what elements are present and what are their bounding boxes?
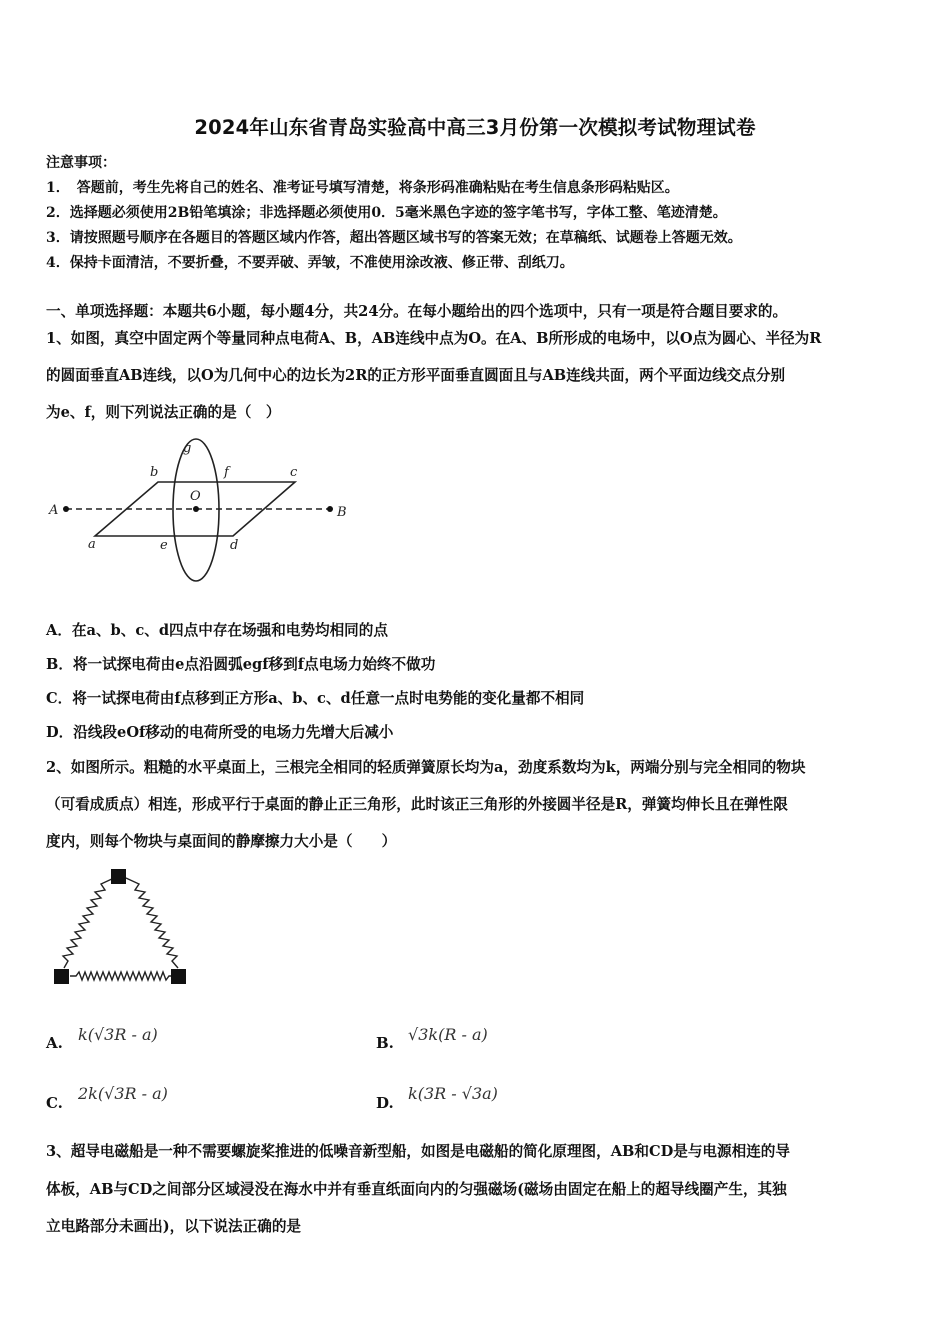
question-2-figure: [48, 864, 198, 994]
label-c: c: [290, 465, 298, 480]
spring-right: [126, 878, 178, 968]
label-e: e: [160, 538, 168, 553]
spring-bottom: [70, 972, 176, 980]
block-left: [54, 969, 69, 984]
question-1-option-b: B．将一试探电荷由e点沿圆弧egf移到f点电场力始终不做功: [46, 656, 436, 673]
question-2-line: 2、如图所示。粗糙的水平桌面上，三根完全相同的轻质弹簧原长均为a，劲度系数均为k，两端分别与完全相同的物块: [46, 759, 806, 776]
notice-item: 2．选择题必须使用2B铅笔填涂；非选择题必须使用0．5毫米黑色字迹的签字笔书写，字体工整、笔迹清楚。: [46, 205, 727, 221]
question-1-line: 为e、f，则下列说法正确的是（ ）: [46, 404, 281, 421]
notice-heading: 注意事项：: [46, 155, 116, 171]
question-1-option-d: D．沿线段eOf移动的电荷所受的电场力先增大后减小: [46, 724, 394, 741]
label-g: g: [183, 441, 192, 456]
charge-B-dot: [327, 506, 333, 512]
question-2-line: （可看成质点）相连，形成平行于桌面的静止正三角形，此时该正三角形的外接圆半径是R，弹簧均伸长且在弹性限: [46, 796, 788, 813]
question-2-option-d-formula: k(3R - √3a): [408, 1084, 498, 1103]
notice-item: 3．请按照题号顺序在各题目的答题区域内作答，超出答题区域书写的答案无效；在草稿纸、试题卷上答题无效。: [46, 230, 742, 246]
question-2-option-d-label: D.: [376, 1094, 394, 1112]
block-top: [111, 869, 126, 884]
question-2-option-b-formula: √3k(R - a): [408, 1025, 488, 1044]
question-3-line: 立电路部分未画出)，以下说法正确的是: [46, 1218, 302, 1235]
question-2-line: 度内，则每个物块与桌面间的静摩擦力大小是（ ）: [46, 833, 397, 850]
question-2-option-c-formula: 2k(√3R - a): [78, 1084, 168, 1103]
question-1-figure: [40, 430, 360, 590]
question-3-line: 体板，AB与CD之间部分区域浸没在海水中并有垂直纸面向内的匀强磁场(磁场由固定在船上的超导线圈产生，其独: [46, 1181, 787, 1198]
notice-item: 4．保持卡面清洁，不要折叠，不要弄破、弄皱，不准使用涂改液、修正带、刮纸刀。: [46, 255, 574, 271]
block-right: [171, 969, 186, 984]
label-d: d: [230, 538, 239, 553]
center-O-dot: [193, 506, 199, 512]
question-1-option-c: C．将一试探电荷由f点移到正方形a、b、c、d任意一点时电势能的变化量都不相同: [46, 690, 585, 707]
label-b: b: [150, 465, 159, 480]
label-B: B: [337, 505, 347, 520]
label-O: O: [190, 489, 201, 504]
question-2-option-c-label: C.: [46, 1094, 63, 1112]
section-heading: 一、单项选择题：本题共6小题，每小题4分，共24分。在每小题给出的四个选项中，只有一项是符合题目要求的。: [46, 303, 788, 320]
label-f: f: [224, 465, 229, 480]
question-2-option-a-label: A.: [46, 1034, 63, 1052]
question-1-line: 的圆面垂直AB连线，以O为几何中心的边长为2R的正方形平面垂直圆面且与AB连线共面，两个平面边线交点分别: [46, 367, 786, 384]
label-a: a: [88, 537, 96, 552]
exam-title: 2024年山东省青岛实验高中高三3月份第一次模拟考试物理试卷: [194, 116, 756, 139]
question-2-option-a-formula: k(√3R - a): [78, 1025, 158, 1044]
spring-left: [63, 878, 114, 968]
label-A: A: [49, 503, 59, 518]
charge-A-dot: [63, 506, 69, 512]
question-1-line: 1、如图，真空中固定两个等量同种点电荷A、B，AB连线中点为O。在A、B所形成的电场中，以O点为圆心、半径为R: [46, 330, 822, 347]
question-1-option-a: A．在a、b、c、d四点中存在场强和电势均相同的点: [46, 622, 388, 639]
question-2-option-b-label: B.: [376, 1034, 394, 1052]
notice-item: 1． 答题前，考生先将自己的姓名、准考证号填写清楚，将条形码准确粘贴在考生信息条形码粘贴区。: [46, 180, 679, 196]
question-3-line: 3、超导电磁船是一种不需要螺旋桨推进的低噪音新型船，如图是电磁船的简化原理图，AB和CD是与电源相连的导: [46, 1143, 790, 1160]
